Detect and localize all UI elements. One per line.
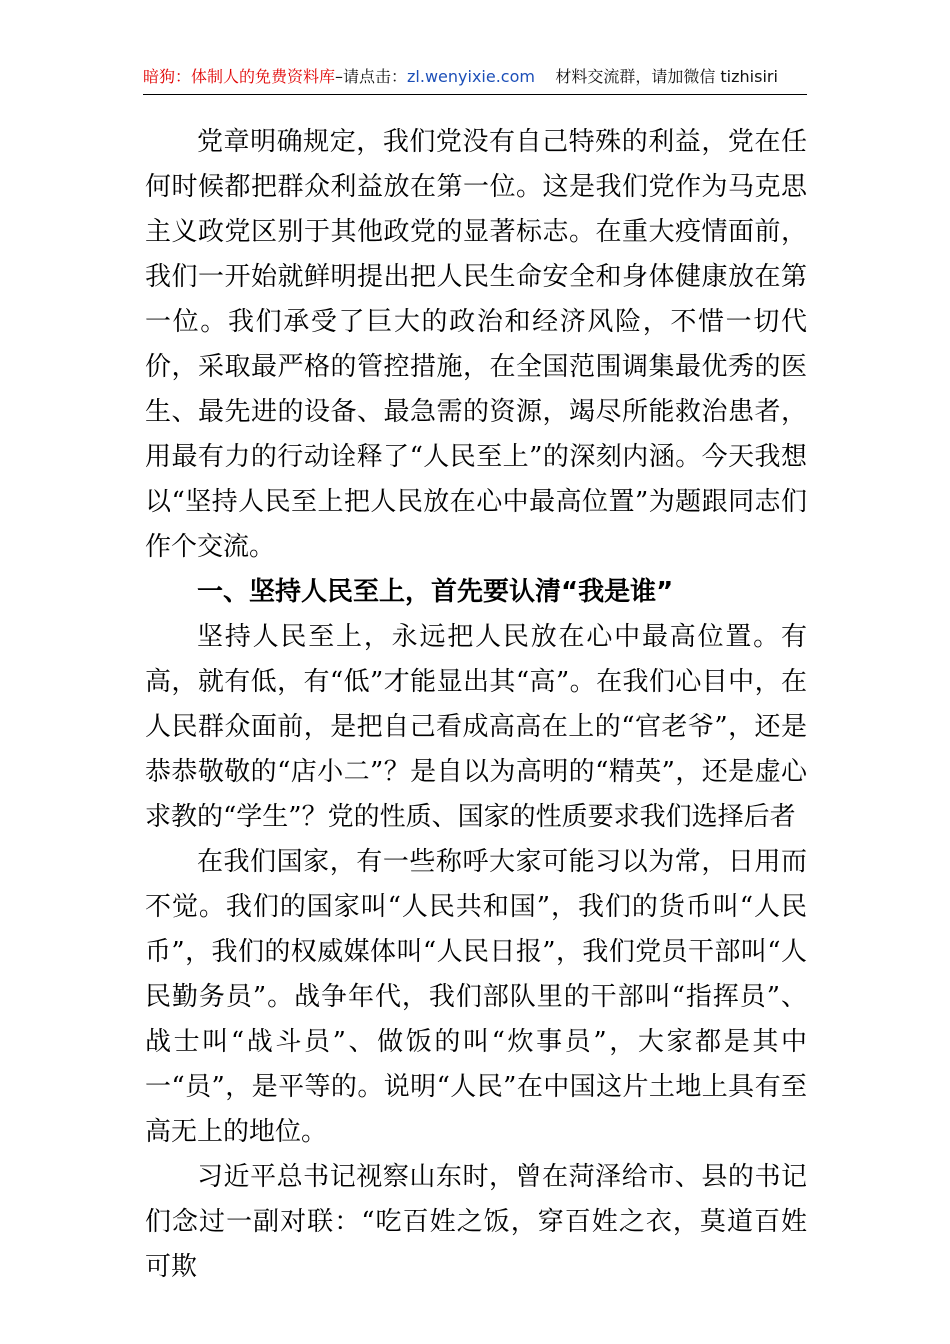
document-body	[145, 120, 807, 1290]
paragraph-titles: 在我们国家，有一些称呼大家可能习以为常，日用而不觉。我们的国家叫“人民共和国”，我们的货币叫“人民币”，我们的权威媒体叫“人民日报”，我们党员干部叫“人民勤务员”。战争年代，我们部队里的干部叫“指挥员”、战士叫“战斗员”、做饭的叫“炊事员”，大家都是其中一“员”，是平等的。说明“人民”在中国这片土地上具有至高无上的地位。	[145, 847, 807, 1147]
section-heading-1: 一、坚持人民至上，首先要认清“我是谁”	[197, 577, 674, 607]
page-header	[143, 60, 807, 95]
header-click-prompt: –请点击：	[335, 67, 408, 86]
header-site-name: 暗狗：体制人的免费资料库	[143, 67, 336, 86]
header-wechat-note: 材料交流群，请加微信 tizhisiri	[555, 67, 778, 86]
paragraph-couplet: 习近平总书记视察山东时，曾在菏泽给市、县的书记们念过一副对联：“吃百姓之饭，穿百姓之衣，莫道百姓可欺	[145, 1162, 807, 1282]
paragraph-people-first: 坚持人民至上，永远把人民放在心中最高位置。有高，就有低，有“低”才能显出其“高”。在我们心目中，在人民群众面前，是把自己看成高高在上的“官老爷”，还是恭恭敬敬的“店小二”？是自以为高明的“精英”，还是虚心求教的“学生”？党的性质、国家的性质要求我们选择后者	[145, 622, 807, 832]
paragraph-intro: 党章明确规定，我们党没有自己特殊的利益，党在任何时候都把群众利益放在第一位。这是我们党作为马克思主义政党区别于其他政党的显著标志。在重大疫情面前，我们一开始就鲜明提出把人民生命安全和身体健康放在第一位。我们承受了巨大的政治和经济风险，不惜一切代价，采取最严格的管控措施，在全国范围调集最优秀的医生、最先进的设备、最急需的资源，竭尽所能救治患者，用最有力的行动诠释了“人民至上”的深刻内涵。今天我想以“坚持人民至上把人民放在心中最高位置”为题跟同志们作个交流。	[145, 127, 807, 562]
header-link[interactable]: zl.wenyixie.com	[407, 67, 535, 86]
